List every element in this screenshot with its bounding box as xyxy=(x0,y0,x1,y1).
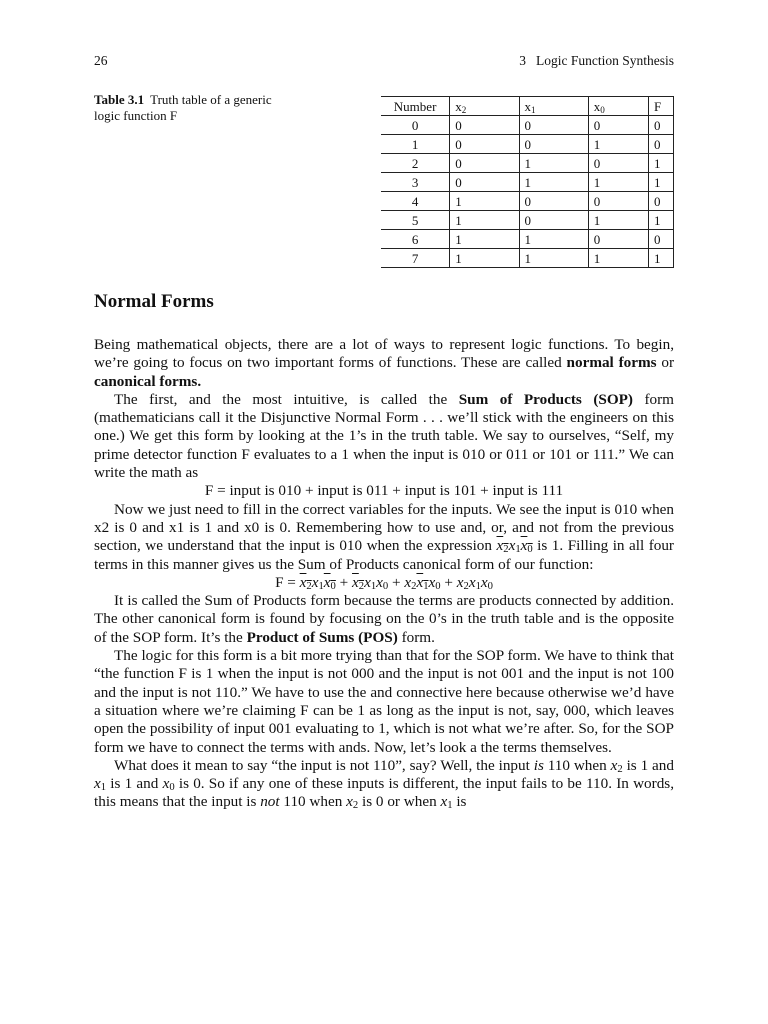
table-cell: 0 xyxy=(588,116,648,135)
table-cell: 0 xyxy=(648,135,673,154)
table-cell: 1 xyxy=(450,249,519,268)
col-header-x2: $x_2$ xyxy=(450,97,519,116)
table-cell: 0 xyxy=(588,154,648,173)
table-cell: 0 xyxy=(519,135,588,154)
table-cell: 1 xyxy=(411,136,419,152)
running-head xyxy=(94,52,674,70)
table-row xyxy=(381,249,674,268)
table-cell: 2 xyxy=(411,155,419,171)
table-cell: 0 xyxy=(450,173,519,192)
table-cell: 1 xyxy=(648,249,673,268)
table-cell: 6 xyxy=(411,231,419,247)
table-row xyxy=(381,211,674,230)
table-row xyxy=(381,116,674,135)
col-header-number: Number xyxy=(393,98,437,114)
truth-table-body xyxy=(381,116,674,268)
truth-table-header-row xyxy=(381,97,674,116)
table-cell: 0 xyxy=(519,116,588,135)
table-cell: 1 xyxy=(648,211,673,230)
paragraph-4: It is called the Sum of Products form because the terms are products connected by addition. The other canonical form is found by focusing on the 0’s in the truth table and is the opposite of the SOP form. It’s the Product of Sums (POS) form. xyxy=(94,592,674,646)
table-cell: 1 xyxy=(648,173,673,192)
paragraph-5: The logic for this form is a bit more trying than that for the SOP form. We have to think that “the function F is 1 when the input is not 000 and the input is not 001 and the input is not 100 and the input is not 110.” We have to use the and connective here because otherwise we’d have a situation where we’re claiming F can be 1 as long as the input is not, say, 000, which leaves open the possibility of input 001 evaluating to 1, which is not what we’re after. So, for the SOP form we have to connect the terms with ands. Now, let’s look a the terms themselves. xyxy=(94,647,674,756)
table-cell: 1 xyxy=(519,173,588,192)
table-cell: 1 xyxy=(588,249,648,268)
table-cell: 0 xyxy=(648,230,673,249)
table-cell: 0 xyxy=(588,230,648,249)
table-cell: 0 xyxy=(648,192,673,211)
table-row xyxy=(381,135,674,154)
chapter-title: Logic Function Synthesis xyxy=(536,53,674,68)
table-cell: 1 xyxy=(519,249,588,268)
table-cell: 0 xyxy=(519,211,588,230)
table-row xyxy=(381,173,674,192)
table-caption xyxy=(94,92,284,124)
truth-table xyxy=(381,96,674,268)
table-cell: 1 xyxy=(588,211,648,230)
table-cell: 1 xyxy=(519,230,588,249)
table-row xyxy=(381,230,674,249)
table-cell: 0 xyxy=(411,117,419,133)
table-cell: 4 xyxy=(411,193,419,209)
equation-sop: $F = \overline{x}_2x_1\overline{x}_0 + \overline{x}_2x_1x_0 + x_2\overline{x}_1x_0 + x_2x_1x_0$ xyxy=(275,573,493,592)
table-cell: 7 xyxy=(411,250,419,266)
table-cell: 1 xyxy=(450,192,519,211)
paragraph-6: What does it mean to say “the input is not 110”, say? Well, the input is 110 when $x_2$ is 1 and $x_1$ is 1 and $x_0$ is 0. So if any one of these inputs is different, the input fails to be 110. In words, this means that the input is not 110 when $x_2$ is 0 or when $x_1$ is xyxy=(94,756,674,812)
table-cell: 1 xyxy=(519,154,588,173)
table-cell: 1 xyxy=(588,173,648,192)
table-cell: 1 xyxy=(588,135,648,154)
col-header-x0: $x_0$ xyxy=(588,97,648,116)
table-cell: 0 xyxy=(450,154,519,173)
section-title: Normal Forms xyxy=(94,291,214,312)
table-cell: 5 xyxy=(411,212,419,228)
page-number: 26 xyxy=(94,53,108,68)
chapter-number: 3 xyxy=(519,53,526,68)
table-cell: 0 xyxy=(450,116,519,135)
body-text xyxy=(94,336,674,812)
table-cell: 0 xyxy=(450,135,519,154)
col-header-x1: $x_1$ xyxy=(519,97,588,116)
table-cell: 0 xyxy=(519,192,588,211)
equation-1: F = input is 010 + input is 011 + input is 101 + input is 111 xyxy=(204,482,564,500)
table-row xyxy=(381,192,674,211)
table-cell: 0 xyxy=(588,192,648,211)
inline-expression: $\overline{x}_2x_1\overline{x}_0$ xyxy=(496,537,533,556)
table-cell: 1 xyxy=(450,230,519,249)
table-cell: 3 xyxy=(411,174,419,190)
chapter-heading xyxy=(519,52,674,70)
table-cell: 1 xyxy=(648,154,673,173)
paragraph-1: Being mathematical objects, there are a lot of ways to represent logic functions. To begin, we’re going to focus on two important forms of functions. These are called normal forms or canonical forms. xyxy=(94,336,675,390)
table-caption-text: Truth table of a generic logic function F xyxy=(94,92,272,123)
paragraph-3: Now we just need to fill in the correct variables for the inputs. We see the input is 010 when x2 is 0 and x1 is 1 and x0 is 0. Remembering how to use and, or, and not from the previous section, we understand that the input is 010 when the expression $\overline{x}_2x_1\overline{x}_0$ is 1. Filling in all four terms in this manner gives us the Sum of Products canonical form of our function: xyxy=(94,500,674,573)
table-cell: 1 xyxy=(450,211,519,230)
table-cell: 0 xyxy=(648,116,673,135)
paragraph-2: The first, and the most intuitive, is called the Sum of Products (SOP) form (mathematicians call it the Disjunctive Normal Form . . . we’ll stick with the engineers on this one.) We get this form by looking at the 1’s in the truth table. We say to ourselves, “Self, my prime detector function F evaluates to a 1 when the input is 010 or 011 or 101 or 111.” We can write the math as xyxy=(94,390,675,482)
table-row xyxy=(381,154,674,173)
col-header-f: F xyxy=(648,97,673,116)
table-caption-label: Table 3.1 xyxy=(94,92,145,107)
